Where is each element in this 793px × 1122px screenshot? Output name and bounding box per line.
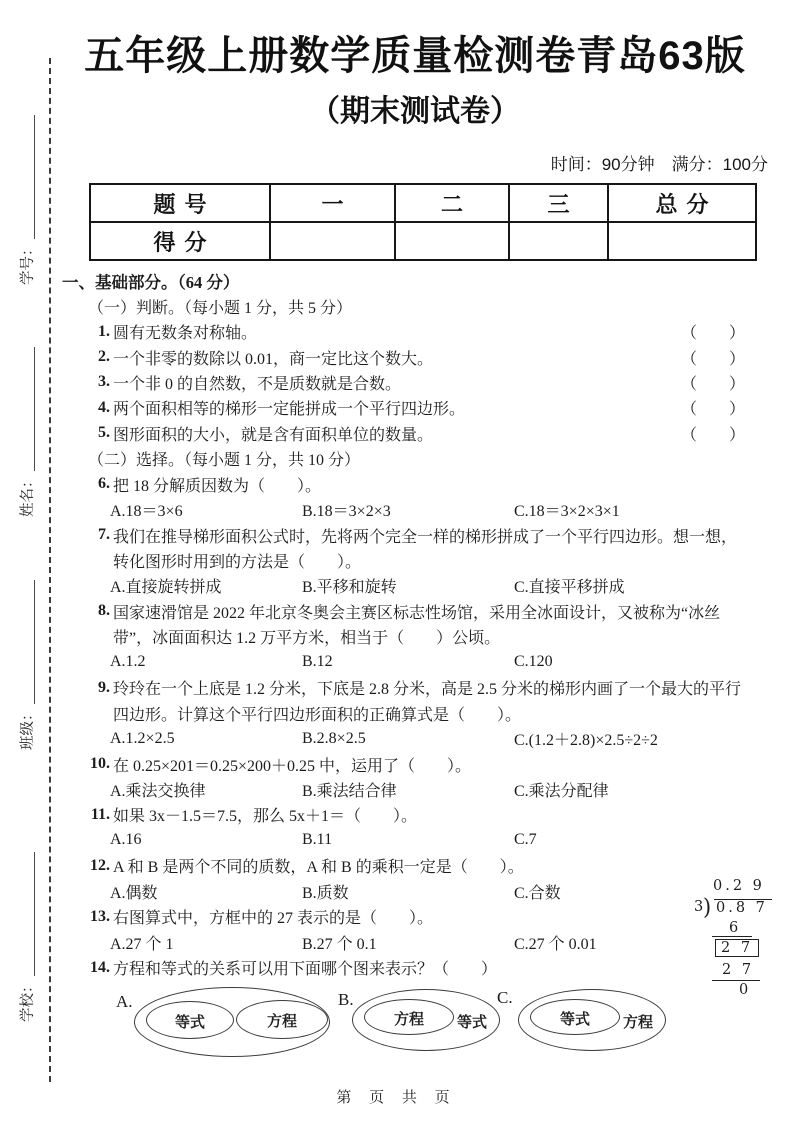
question-text: 在 0.25×201＝0.25×200＋0.25 中，运用了（ ）。	[113, 757, 472, 775]
option-a: A.1.2	[110, 653, 146, 671]
venn-b-outer-set: 等式	[457, 1015, 488, 1031]
question-7	[62, 522, 770, 547]
option-b: B.质数	[302, 884, 349, 902]
student-name-label: 姓名：	[20, 473, 36, 517]
question-number: 5.	[98, 424, 110, 442]
question-text: 一个非 0 的自然数，不是质数就是合数。	[113, 375, 402, 393]
exam-time-score-meta: 时间：90分钟 满分：100分	[550, 155, 768, 174]
question-text: 我们在推导梯形面积公式时，先将两个完全一样的梯形拼成了一个平行四边形。想一想，	[113, 528, 738, 546]
question-6	[62, 472, 770, 497]
question-10-options	[62, 777, 770, 802]
venn-a-right-ellipse	[236, 1000, 328, 1039]
question-number: 14.	[90, 958, 110, 976]
option-b: B.11	[302, 831, 333, 849]
answer-bracket: （ ）	[680, 401, 745, 419]
student-id-field	[15, 115, 37, 285]
question-body	[62, 268, 770, 980]
answer-bracket: （ ）	[680, 375, 745, 393]
division-divisor: 3	[694, 899, 704, 915]
venn-b-inner-ellipse	[364, 999, 454, 1035]
option-a: A.直接旋转拼成	[110, 579, 222, 597]
venn-a-label: A.	[116, 992, 133, 1011]
question-number: 4.	[98, 398, 110, 416]
question-8	[62, 599, 770, 624]
score-table-score-row	[90, 222, 756, 260]
answer-bracket: （ ）	[680, 426, 745, 444]
question-text: 两个面积相等的梯形一定能拼成一个平行四边形。	[113, 401, 466, 419]
question-10	[62, 751, 770, 776]
class-label: 班级：	[20, 706, 36, 750]
option-c: C.合数	[514, 884, 561, 902]
score-table-header-part1: 一	[270, 184, 395, 222]
division-rule-line	[712, 980, 760, 981]
division-bracket-icon: )	[703, 894, 712, 920]
question-text: 一个非零的数除以 0.01，商一定比这个数大。	[113, 350, 434, 368]
question-number: 8.	[98, 602, 110, 620]
school-label: 学校：	[20, 978, 36, 1022]
option-c: C.120	[514, 653, 553, 671]
question-text: 如果 3x－1.5＝7.5，那么 5x＋1＝（ ）。	[113, 808, 418, 826]
venn-a-left-set: 等式	[174, 1015, 205, 1031]
question-9	[62, 675, 770, 700]
venn-b-label: B.	[338, 990, 354, 1009]
question-number: 3.	[98, 373, 110, 391]
venn-c-label: C.	[497, 988, 513, 1007]
class-field	[15, 580, 37, 750]
option-a: A.18＝3×6	[110, 503, 183, 521]
option-c: C.7	[514, 831, 537, 849]
question-1	[62, 319, 770, 344]
option-b: B.27 个 0.1	[302, 935, 377, 953]
question-14	[62, 955, 770, 980]
question-text: 右图算式中，方框中的 27 表示的是（ ）。	[113, 910, 434, 928]
question-text: 方程和等式的关系可以用下面哪个图来表示？（ ）	[113, 961, 498, 979]
option-b: B.12	[302, 653, 333, 671]
judge-section-heading: （一）判断。（每小题 1 分，共 5 分）	[88, 299, 353, 317]
question-number: 10.	[90, 755, 110, 773]
question-text: 国家速滑馆是 2022 年北京冬奥会主赛区标志性场馆，采用全冰面设计，又被称为“冰丝	[113, 604, 721, 622]
venn-c-outer-set: 方程	[623, 1015, 654, 1031]
option-b: B.平移和旋转	[302, 579, 397, 597]
question-8-line2	[62, 624, 770, 649]
venn-a-right-set: 方程	[266, 1014, 297, 1030]
score-table-header-part2: 二	[395, 184, 509, 222]
question-text: 圆有无数条对称轴。	[113, 325, 258, 343]
score-table-header-total: 总分	[608, 184, 756, 222]
score-table-header-row	[90, 184, 756, 222]
question-5	[62, 421, 770, 446]
venn-a-outer-ellipse	[134, 987, 330, 1057]
option-c: C.(1.2＋2.8)×2.5÷2÷2	[514, 732, 658, 750]
question-number: 13.	[90, 907, 110, 925]
option-c: C.18＝3×2×3×1	[514, 503, 620, 521]
question-13-options	[62, 929, 770, 954]
answer-bracket: （ ）	[680, 325, 745, 343]
score-cell-part2	[395, 222, 509, 260]
page-title: 五年级上册数学质量检测卷青岛63版	[84, 34, 746, 78]
question-text: 转化图形时用到的方法是（ ）。	[113, 554, 362, 572]
option-c: C.乘法分配律	[514, 782, 609, 800]
division-boxed-27: 2 7	[715, 939, 759, 957]
class-blank-line	[32, 580, 35, 705]
student-id-label: 学号：	[20, 241, 36, 285]
dashed-cut-line	[49, 58, 51, 1082]
question-3	[62, 370, 770, 395]
choice-section-heading: （二）选择。（每小题 1 分，共 10 分）	[88, 452, 361, 470]
question-9-options	[62, 726, 770, 751]
score-cell-total	[608, 222, 756, 260]
question-7-line2	[62, 548, 770, 573]
question-11	[62, 802, 770, 827]
score-cell-part3	[509, 222, 608, 260]
page-subtitle: （期末测试卷）	[310, 95, 520, 128]
option-a: A.1.2×2.5	[110, 729, 175, 747]
question-text: 玲玲在一个上底是 1.2 分米，下底是 2.8 分米，高是 2.5 分米的梯形内画了一个最大的平行	[113, 681, 742, 699]
question-6-options	[62, 497, 770, 522]
question-text: 四边形。计算这个平行四边形面积的正确算式是（ ）。	[113, 706, 522, 724]
question-number: 2.	[98, 348, 110, 366]
division-step1: 6	[729, 920, 739, 936]
question-12-options	[62, 879, 770, 904]
venn-c-inner-set: 等式	[559, 1012, 590, 1028]
question-12	[62, 853, 770, 878]
question-text: A 和 B 是两个不同的质数，A 和 B 的乘积一定是（ ）。	[113, 859, 524, 877]
school-blank-line	[32, 852, 35, 977]
venn-b-inner-set: 方程	[393, 1012, 424, 1028]
option-a: A.27 个 1	[110, 935, 174, 953]
question-number: 12.	[90, 856, 110, 874]
part1-heading: 一、基础部分。（64 分）	[62, 272, 240, 292]
question-number: 6.	[98, 475, 110, 493]
option-b: B.18＝3×2×3	[302, 503, 391, 521]
question-number: 7.	[98, 526, 110, 544]
question-11-options	[62, 828, 770, 853]
option-c: C.27 个 0.01	[514, 935, 597, 953]
page-footer: 第 页 共 页	[336, 1090, 457, 1106]
long-division-figure	[690, 876, 793, 996]
score-cell-part1	[270, 222, 395, 260]
question-text: 图形面积的大小，就是含有面积单位的数量。	[113, 426, 434, 444]
score-row-label: 得分	[90, 222, 270, 260]
question-9-line2	[62, 700, 770, 725]
venn-a-left-ellipse	[146, 1001, 234, 1039]
venn-c-outer-ellipse	[518, 989, 666, 1051]
question-13	[62, 904, 770, 929]
question-2	[62, 344, 770, 369]
question-number: 9.	[98, 678, 110, 696]
venn-c-inner-ellipse	[530, 999, 620, 1035]
division-quotient: 0.2 9	[713, 878, 765, 894]
score-table-header-question-no: 题号	[90, 184, 270, 222]
question-text: 把 18 分解质因数为（ ）。	[113, 477, 322, 495]
student-name-field	[15, 347, 37, 517]
question-text: 带”，冰面面积达 1.2 万平方米，相当于（ ）公顷。	[113, 630, 501, 648]
venn-b-outer-ellipse	[352, 989, 500, 1051]
option-b: B.2.8×2.5	[302, 729, 366, 747]
answer-bracket: （ ）	[680, 350, 745, 368]
division-dividend: 0.8 7	[714, 899, 772, 916]
option-c: C.直接平移拼成	[514, 579, 625, 597]
score-table	[89, 183, 757, 261]
option-b: B.乘法结合律	[302, 782, 397, 800]
student-name-blank-line	[32, 347, 35, 472]
question-7-options	[62, 573, 770, 598]
question-8-options	[62, 650, 770, 675]
division-step2: 2 7	[722, 962, 755, 978]
score-table-header-part3: 三	[509, 184, 608, 222]
school-field	[15, 852, 37, 1022]
student-id-blank-line	[32, 115, 35, 240]
division-remainder: 0	[739, 982, 749, 998]
question-number: 11.	[90, 805, 110, 823]
question-4	[62, 395, 770, 420]
option-a: A.乘法交换律	[110, 782, 206, 800]
option-a: A.16	[110, 831, 142, 849]
question-number: 1.	[98, 322, 110, 340]
option-a: A.偶数	[110, 884, 158, 902]
division-rule-line	[712, 936, 752, 937]
